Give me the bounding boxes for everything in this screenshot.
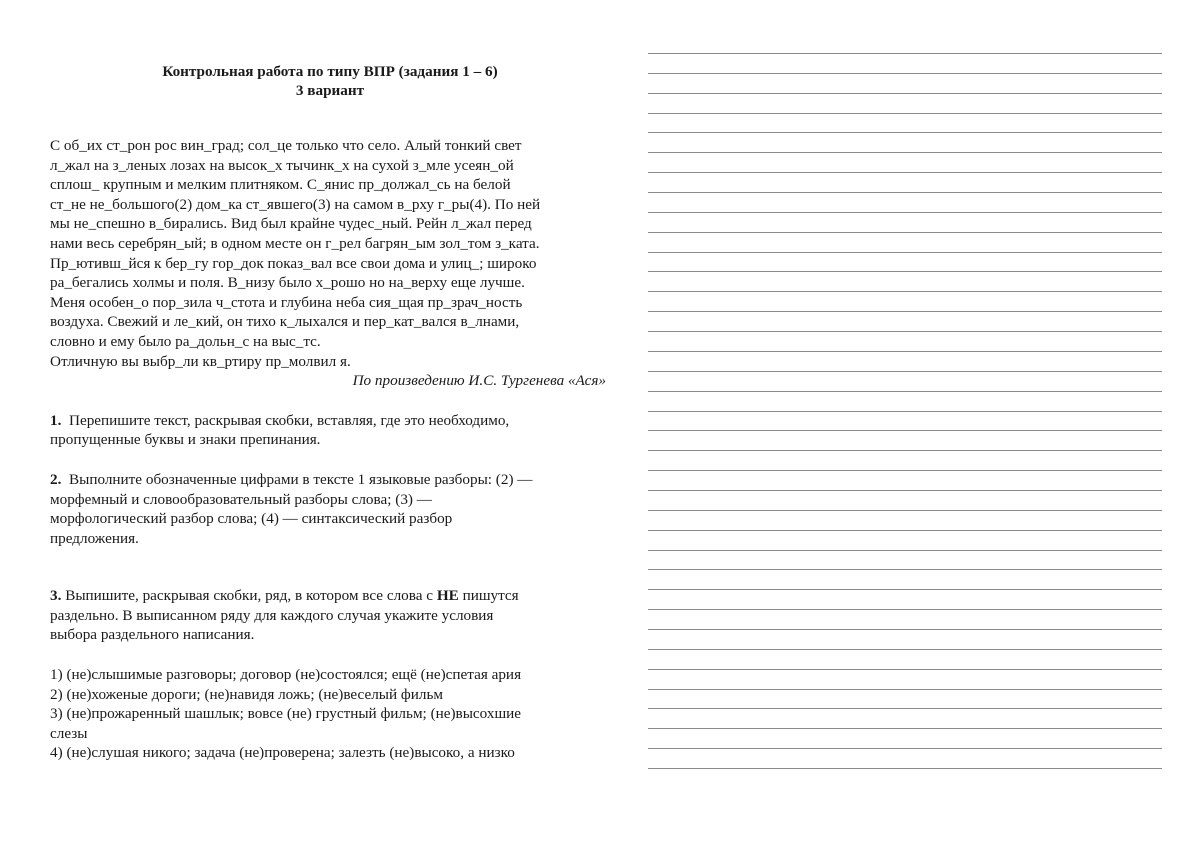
exercise-text bbox=[50, 136, 610, 371]
text-line: воздуха. Свежий и ле_кий, он тихо к_лыхался и пер_кат_вался в_лнами, bbox=[50, 313, 520, 331]
ruled-line bbox=[648, 430, 1162, 431]
ruled-line bbox=[648, 132, 1162, 133]
ruled-line bbox=[648, 351, 1162, 352]
bold-ne: НЕ bbox=[436, 587, 459, 605]
text-line: словно и ему было ра_дольн_с на выс_тс. bbox=[50, 332, 321, 350]
ruled-line bbox=[648, 728, 1162, 729]
ruled-line bbox=[648, 669, 1162, 670]
task-line: предложения. bbox=[50, 529, 139, 547]
ruled-line bbox=[648, 391, 1162, 392]
task-line: морфемный и словообразовательный разборы слова; (3) — bbox=[50, 490, 432, 508]
ruled-line bbox=[648, 152, 1162, 153]
left-page bbox=[50, 62, 610, 763]
text-line: Меня особен_о пор_зила ч_стота и глубина неба сия_щая пр_зрач_ность bbox=[50, 293, 523, 311]
ruled-line bbox=[648, 411, 1162, 412]
ruled-line bbox=[648, 569, 1162, 570]
task-number: 1. bbox=[50, 411, 62, 429]
title-line: Контрольная работа по типу ВПР (задания 1 – 6) bbox=[162, 63, 498, 80]
text-line: Отличную вы выбр_ли кв_ртиру пр_молвил я. bbox=[50, 352, 351, 370]
page-title bbox=[50, 62, 610, 100]
ruled-line bbox=[648, 450, 1162, 451]
ruled-line bbox=[648, 252, 1162, 253]
ruled-line bbox=[648, 73, 1162, 74]
ruled-line bbox=[648, 271, 1162, 272]
ruled-line bbox=[648, 53, 1162, 54]
text-line: С об_их ст_рон рос вин_град; сол_це только что село. Алый тонкий свет bbox=[50, 137, 522, 154]
ruled-line bbox=[648, 311, 1162, 312]
ruled-line bbox=[648, 689, 1162, 690]
ruled-line bbox=[648, 768, 1162, 769]
variant-line: 3 вариант bbox=[295, 82, 365, 99]
ruled-line bbox=[648, 212, 1162, 213]
option-line: слезы bbox=[50, 724, 88, 742]
option-line: 4) (не)слушая никого; задача (не)проверена; залезть (не)высоко, а низко bbox=[50, 744, 515, 762]
ruled-line bbox=[648, 530, 1162, 531]
ruled-line bbox=[648, 550, 1162, 551]
task-line: пропущенные буквы и знаки препинания. bbox=[50, 431, 321, 449]
ruled-line bbox=[648, 232, 1162, 233]
ruled-line bbox=[648, 609, 1162, 610]
ruled-line bbox=[648, 172, 1162, 173]
ruled-line bbox=[648, 510, 1162, 511]
ruled-line bbox=[648, 371, 1162, 372]
ruled-line bbox=[648, 490, 1162, 491]
text-source: По произведению И.С. Тургенева «Ася» bbox=[352, 372, 606, 390]
ruled-line bbox=[648, 748, 1162, 749]
text-line: нами весь серебрян_ый; в одном месте он г_рел багрян_ым зол_том з_ката. bbox=[50, 234, 540, 252]
task-line: выбора раздельного написания. bbox=[50, 626, 255, 644]
text-line: ра_бегались холмы и поля. В_низу было х_рошо но на_верху еще лучше. bbox=[50, 274, 525, 292]
ruled-line bbox=[648, 93, 1162, 94]
option-line: 1) (не)слышимые разговоры; договор (не)состоялся; ещё (не)спетая ария bbox=[50, 666, 522, 684]
text-line: сплош_ крупным и мелким плитняком. С_янис пр_должал_сь на белой bbox=[50, 176, 511, 194]
text-line: л_жал на з_леных лозах на высок_х тычинк_х на сухой з_мле усеян_ой bbox=[50, 156, 514, 174]
ruled-line bbox=[648, 291, 1162, 292]
task-2 bbox=[50, 470, 610, 548]
option-line: 2) (не)хоженые дороги; (не)навидя ложь; (не)веселый фильм bbox=[50, 685, 443, 703]
option-line: 3) (не)прожаренный шашлык; вовсе (не) грустный фильм; (не)высохшие bbox=[50, 705, 522, 723]
ruled-line bbox=[648, 589, 1162, 590]
ruled-answer-page bbox=[648, 0, 1162, 849]
text-line: Пр_ютивш_йся к бер_гу гор_док показ_вал все свои дома и улиц_; широко bbox=[50, 254, 537, 272]
task-line: Выполните обозначенные цифрами в тексте 1 языковые разборы: (2) — bbox=[68, 470, 533, 488]
task-line: Выпишите, раскрывая скобки, ряд, в котором все слова с bbox=[65, 587, 434, 605]
ruled-line bbox=[648, 331, 1162, 332]
task-3 bbox=[50, 586, 610, 645]
task-line: Перепишите текст, раскрывая скобки, вставляя, где это необходимо, bbox=[68, 411, 510, 429]
text-line: мы не_спешно в_бирались. Вид был крайне чудес_ный. Рейн л_жал перед bbox=[50, 215, 532, 233]
task-number: 3. bbox=[50, 587, 62, 605]
ruled-line bbox=[648, 708, 1162, 709]
ruled-line bbox=[648, 192, 1162, 193]
text-line: ст_не не_большого(2) дом_ка ст_явшего(3) на самом в_рху г_ры(4). По ней bbox=[50, 195, 541, 213]
ruled-line bbox=[648, 470, 1162, 471]
task-line: раздельно. В выписанном ряду для каждого случая укажите условия bbox=[50, 606, 494, 624]
ruled-line bbox=[648, 629, 1162, 630]
task-1 bbox=[50, 411, 610, 450]
ruled-line bbox=[648, 649, 1162, 650]
ruled-line bbox=[648, 113, 1162, 114]
task-line: пишутся bbox=[462, 587, 519, 605]
answer-options bbox=[50, 665, 610, 763]
task-number: 2. bbox=[50, 470, 62, 488]
task-line: морфологический разбор слова; (4) — синтаксический разбор bbox=[50, 510, 453, 528]
